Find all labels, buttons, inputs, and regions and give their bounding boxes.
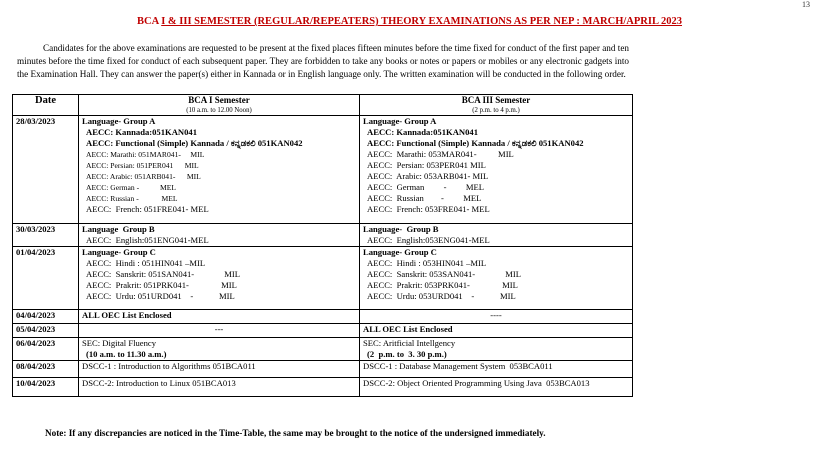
sem3-line: (2 p.m. to 3. 30 p.m.)	[367, 349, 447, 359]
sem3-line: AECC: German - MEL	[367, 182, 484, 192]
sem3-line: ----	[490, 310, 502, 320]
table-row	[13, 338, 633, 361]
sem1-line: AECC: Arabic: 051ARB041- MIL	[86, 172, 201, 181]
sem3-cell	[360, 224, 633, 247]
sem1-line: AECC: Kannada:051KAN041	[86, 127, 198, 137]
sem1-line: AECC: Prakrit: 051PRK041- MIL	[86, 280, 237, 290]
sem1-line: ---	[214, 324, 224, 334]
sem1-cell	[79, 324, 360, 338]
sem3-line: AECC: Urdu: 053URD041 - MIL	[367, 291, 516, 301]
sem3-line: AECC: Marathi: 053MAR041- MIL	[367, 149, 514, 159]
page-number: 13	[802, 0, 810, 9]
row-date: 30/03/2023	[13, 224, 79, 247]
row-date: 05/04/2023	[13, 324, 79, 338]
sem1-line: AECC: French: 051FRE041- MEL	[86, 204, 209, 214]
header-sem3	[360, 95, 633, 116]
sem1-line: ALL OEC List Enclosed	[82, 310, 172, 320]
sem3-line: AECC: Russian - MEL	[367, 193, 482, 203]
sem1-line: AECC: Hindi : 051HIN041 –MIL	[86, 258, 206, 268]
sem1-title: BCA I Semester	[188, 95, 250, 105]
sem1-line: AECC: Sanskrit: 051SAN041- MIL	[86, 269, 240, 279]
sem3-cell	[360, 338, 633, 361]
row-date: 01/04/2023	[13, 247, 79, 310]
title-main: I & III SEMESTER (REGULAR/REPEATERS) THEORY EXAMINATIONS AS PER NEP : MARCH/APRIL 2023	[161, 16, 683, 27]
table-row	[13, 361, 633, 378]
sem1-cell	[79, 116, 360, 224]
sem1-line: AECC: Russian - MEL	[86, 194, 178, 203]
sem3-line: AECC: Prakrit: 053PRK041- MIL	[367, 280, 518, 290]
sem1-cell	[79, 378, 360, 397]
sem1-line: AECC: English:051ENG041-MEL	[86, 235, 209, 245]
sem3-cell	[360, 324, 633, 338]
title-prefix: BCA	[136, 16, 162, 27]
sem3-cell	[360, 247, 633, 310]
intro-text: Candidates for the above examinations are requested to be present at the fixed places fifteen minutes before the time fixed for conduct of the first paper and ten minutes before the time fixed for conduct of each subsequent paper. They are forbidden to take any books or notes or papers or mobiles or any electronic gadgets into the Examination Hall. They can answer the paper(s) either in Kannada or in English language only. The written examination will be conducted in the following order.	[17, 43, 629, 79]
sem1-line: AECC: Persian: 051PER041 MIL	[86, 161, 199, 170]
sem1-line: AECC: German - MEL	[86, 183, 177, 192]
intro-paragraph	[17, 42, 629, 81]
table-row	[13, 378, 633, 397]
sem1-cell	[79, 338, 360, 361]
sem3-line: AECC: Sanskrit: 053SAN041- MIL	[367, 269, 521, 279]
table-row	[13, 247, 633, 310]
sem3-line: SEC: Aritficial Intellgency	[363, 338, 456, 348]
sem3-line: ALL OEC List Enclosed	[363, 324, 453, 334]
sem1-line: SEC: Digital Fluency	[82, 338, 156, 348]
sem3-line: AECC: Kannada:051KAN041	[367, 127, 479, 137]
sem3-title: BCA III Semester	[461, 95, 531, 105]
sem3-line: AECC: Functional (Simple) Kannada / ಕನ್ನಡಕಲಿ 051KAN042	[367, 138, 584, 148]
sem1-cell	[79, 247, 360, 310]
table-row	[13, 116, 633, 224]
sem1-line: (10 a.m. to 11.30 a.m.)	[86, 349, 167, 359]
sem1-cell	[79, 224, 360, 247]
sem3-cell	[360, 310, 633, 324]
note: Note: If any discrepancies are noticed in the Time-Table, the same may be brought to the notice of the undersigned immediately.	[45, 428, 546, 438]
sem1-cell	[79, 310, 360, 324]
sem3-line: AECC: Hindi : 053HIN041 –MIL	[367, 258, 487, 268]
sem1-cell	[79, 361, 360, 378]
sem1-line: Language- Group C	[82, 247, 156, 257]
sem1-line: AECC: Marathi: 051MAR041- MIL	[86, 150, 205, 159]
row-date: 10/04/2023	[13, 378, 79, 397]
sem3-line: AECC: English:053ENG041-MEL	[367, 235, 490, 245]
table-row	[13, 224, 633, 247]
sem3-line: AECC: Persian: 053PER041 MIL	[367, 160, 486, 170]
header-sem1	[79, 95, 360, 116]
sem3-line: DSCC-1 : Database Management System 053BCA011	[363, 361, 553, 371]
row-date: 04/04/2023	[13, 310, 79, 324]
sem3-line: AECC: Arabic: 053ARB041- MIL	[367, 171, 489, 181]
sem3-cell	[360, 361, 633, 378]
sem1-line: Language Group B	[82, 224, 155, 234]
sem1-line: DSCC-2: Introduction to Linux 051BCA013	[82, 378, 236, 388]
sem1-line: AECC: Urdu: 051URD041 - MIL	[86, 291, 235, 301]
sem1-line: DSCC-1 : Introduction to Algorithms 051BCA011	[82, 361, 256, 371]
sem3-line: Language- Group B	[363, 224, 439, 234]
sem1-time: (10 a.m. to 12.00 Noon)	[186, 107, 252, 114]
row-date: 08/04/2023	[13, 361, 79, 378]
sem3-time: (2 p.m. to 4 p.m.)	[472, 107, 520, 114]
sem3-line: Language- Group C	[363, 247, 437, 257]
header-date: Date	[13, 95, 79, 116]
sem3-line: DSCC-2: Object Oriented Programming Using Java 053BCA013	[363, 378, 590, 388]
table-row	[13, 310, 633, 324]
row-date: 28/03/2023	[13, 116, 79, 224]
timetable	[12, 94, 633, 397]
row-date: 06/04/2023	[13, 338, 79, 361]
sem3-line: AECC: French: 053FRE041- MEL	[367, 204, 490, 214]
sem3-line: Language- Group A	[363, 116, 437, 126]
table-row	[13, 324, 633, 338]
page-title	[0, 16, 819, 27]
sem1-line: AECC: Functional (Simple) Kannada / ಕನ್ನಡಕಲಿ 051KAN042	[86, 138, 303, 148]
sem3-cell	[360, 116, 633, 224]
sem1-line: Language- Group A	[82, 116, 156, 126]
sem3-cell	[360, 378, 633, 397]
timetable-header-row	[13, 95, 633, 116]
